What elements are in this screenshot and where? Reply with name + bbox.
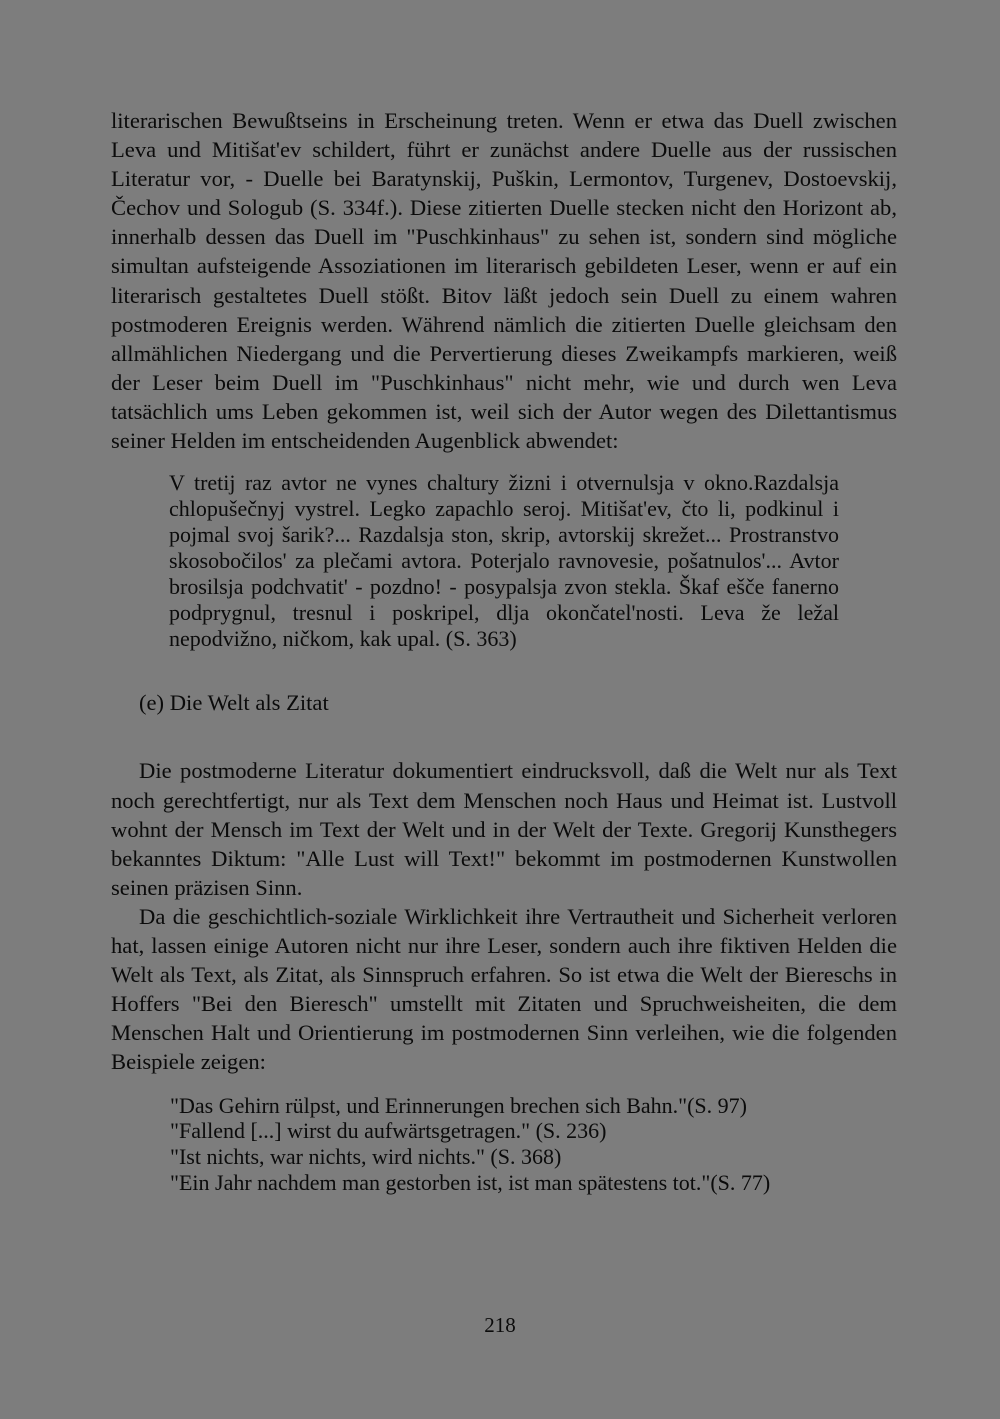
saying-item: "Ist nichts, war nichts, wird nichts." (S. 368) [170,1144,562,1170]
body-paragraph-bieresch: Da die geschichtlich-soziale Wirklichkeit ihre Vertrautheit und Sicherheit verloren hat, lassen einige Autoren nicht nur ihre Leser, sondern auch ihre fiktiven Helden die Welt als Text, als Zitat, als Sinnspruch erfahren. So ist etwa die Welt der Biereschs in Hoffers "Bei den Bieresch" umstellt mit Zitaten und Spruchweisheiten, die dem Menschen Halt und Orientierung im postmodernen Sinn verleihen, wie die folgenden Beispiele zeigen: [111,903,897,1075]
page-number: 218 [484,1313,516,1337]
saying-item: "Fallend [...] wirst du aufwärtsgetragen." (S. 236) [170,1118,607,1144]
page-body [111,106,897,1196]
body-paragraph-duel: literarischen Bewußtseins in Erscheinung treten. Wenn er etwa das Duell zwischen Leva und Mitišat'ev schildert, führt er zunächst andere Duelle aus der russischen Literatur vor, - Duelle bei Baratynskij, Puškin, Lermontov, Turgenev, Dostoevskij, Čechov und Sologub (S. 334f.). Diese zitierten Duelle stecken nicht den Horizont ab, innerhalb dessen das Duell im "Puschkinhaus" zu sehen ist, sondern sind mögliche simultan aufsteigende Assoziationen im literarisch gebildeten Leser, wenn er auf ein literarisch gestaltetes Duell stößt. Bitov läßt jedoch sein Duell zu einem wahren postmoderen Ereignis werden. Während nämlich die zitierten Duelle gleichsam den allmählichen Niedergang und die Pervertierung dieses Zweikampfs markieren, weiß der Leser beim Duell im "Puschkinhaus" nicht mehr, wie und durch wen Leva tatsächlich ums Leben gekommen ist, weil sich der Autor wegen des Dilettantismus seiner Helden im entscheidenden Augenblick abwendet: [111,108,897,454]
block-quote-russian: V tretij raz avtor ne vynes chaltury žizni i otvernulsja v okno.Razdalsja chlopušečnyj vystrel. Legko zapachlo seroj. Mitišat'ev, čto li, podkinul i pojmal svoj šarik?... Razdalsja ston, skrip, avtorskij skrežet... Prostranstvo skosobočilos' za plečami avtora. Poterjalo ravnovesie, pošatnulos'... Avtor brosilsja podchvatit' - pozdno! - posypalsja zvon stekla. Škaf ešče fanerno podprygnul, tresnul i poskripel, dlja okončatel'nosti. Leva že ležal nepodvižno, ničkom, kak upal. (S. 363) [169,470,839,651]
section-heading: (e) Die Welt als Zitat [139,690,329,716]
saying-item: "Das Gehirn rülpst, und Erinnerungen brechen sich Bahn."(S. 97) [170,1092,747,1118]
saying-item: "Ein Jahr nachdem man gestorben ist, ist man spätestens tot."(S. 77) [170,1169,771,1195]
body-paragraph-world-as-text: Die postmoderne Literatur dokumentiert eindrucksvoll, daß die Welt nur als Text noch gerechtfertigt, nur als Text dem Menschen noch Haus und Heimat ist. Lustvoll wohnt der Mensch im Text der Welt und in der Welt der Texte. Gregorij Kunsthegers bekanntes Diktum: "Alle Lust will Text!" bekommt im postmodernen Kunstwollen seinen präzisen Sinn. [111,758,897,900]
sayings-list [170,1093,897,1196]
